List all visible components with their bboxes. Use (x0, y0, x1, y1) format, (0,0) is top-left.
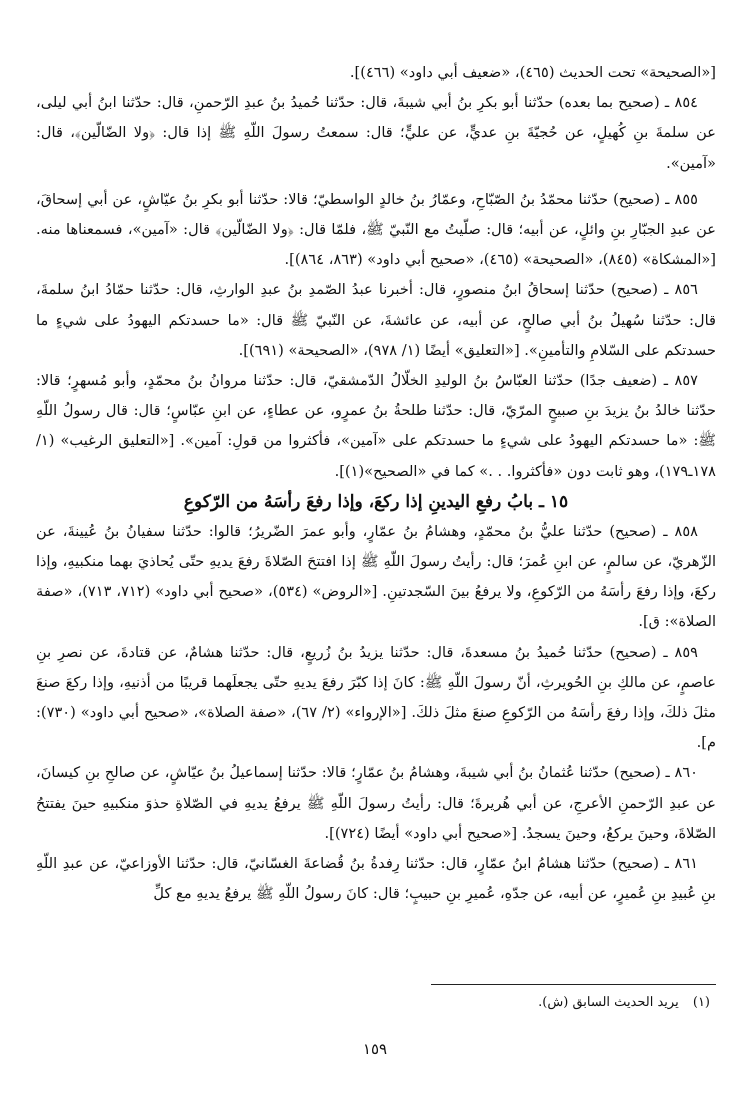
chapter-title: ١٥ ـ بابُ رفعِ اليدينِ إذا ركعَ، وإذا رفعَ رأسَهُ من الرّكوعِ (183, 491, 569, 512)
hadith-859: ٨٥٩ ـ (صحيح) حدّثنا حُميدُ بنُ مسعدةَ، قال: حدّثنا يزيدُ بنُ زُريعٍ، قال: حدّثنا هشامٌ، عن قتادةَ، عن نصرِ بنِ عاصمٍ، عن مالكِ بنِ الحُويرثِ، أنّ رسولَ اللّهِ ﷺ: كانَ إذا كبّرَ رفعَ يديهِ حتّى يجعلَهما قريبًا من أذنيهِ، وإذا ركعَ صنعَ مثلَ ذلكَ، وإذا رفعَ رأسَهُ من الرّكوعِ صنعَ مثلَ ذلكَ. [«الإرواء» (٢/ ٦٧)، «صفة الصلاة»، «صحيح أبي داود» (٧٣٠): م]. (36, 643, 716, 752)
page-number: ١٥٩ (362, 1040, 388, 1058)
hadith-861: ٨٦١ ـ (صحيح) حدّثنا هشامُ ابنُ عمّارٍ، قال: حدّثنا رِفدةُ بنُ قُضاعةَ الغسّانيّ، قال: حدّثنا الأوزاعيّ، عن عبدِ اللّهِ بنِ عُبيدِ بنِ عُميرٍ، عن أبيه، عن جدّهِ، عُميرِ بنِ حبيبٍ؛ قال: كانَ رسولُ اللّهِ ﷺ يرفعُ يديهِ مع كلِّ (36, 855, 716, 903)
hadith-856: ٨٥٦ ـ (صحيح) حدّثنا إسحاقُ ابنُ منصورٍ، قال: أخبرنا عبدُ الصّمدِ بنُ عبدِ الوارثِ، قال: حدّثنا حمّادُ ابنُ سلمةَ، قال: حدّثنا سُهيلُ بنُ أبي صالحٍ، عن أبيه، عن عائشةَ، عن النّبيّ ﷺ قال: «ما حسدتكم اليهودُ على شيءٍ ما حسدتكم على السّلامِ والتأمينِ». [«التعليق» أيضًا (١/ ٩٧٨)، «الصحيحة» (٦٩١)]. (36, 281, 716, 359)
footnote-divider (431, 984, 716, 985)
hadith-860: ٨٦٠ ـ (صحيح) حدّثنا عُثمانُ بنُ أبي شيبةَ، وهشامُ بنُ عمّارٍ؛ قالا: حدّثنا إسماعيلُ بنُ عيّاشٍ، عن صالحِ بنِ كيسانَ، عن عبدِ الرّحمنِ الأعرجِ، عن أبي هُريرةَ؛ قال: رأيتُ رسولَ اللّهِ ﷺ يرفعُ يديهِ في الصّلاةِ حذوَ منكبيهِ حينَ يفتتحُ الصّلاةَ، وحينَ يركعُ، وحينَ يسجدُ. [«صحيح أبي داود» أيضًا (٧٢٤)]. (36, 764, 716, 842)
hadith-858: ٨٥٨ ـ (صحيح) حدّثنا عليُّ بنُ محمّدٍ، وهشامُ بنُ عمّارٍ، وأبو عمرَ الضّريرُ؛ قالوا: حدّثنا سفيانُ بنُ عُيينةَ، عن الزّهريّ، عن سالمٍ، عن ابنِ عُمرَ؛ قال: رأيتُ رسولَ اللّهِ ﷺ إذا افتتحَ الصّلاةَ رفعَ يديهِ حتّى يُحاذيَ بهما منكبيهِ، وإذا ركعَ، وإذا رفعَ رأسَهُ من الرّكوعِ، ولا يرفعُ بينَ السّجدتينِ. [«الروض» (٥٣٤)، «صحيح أبي داود» (٧١٢، ٧١٣)، «صفة الصلاة»: ق]. (36, 522, 716, 631)
footnote-number: (١) (692, 995, 710, 1010)
hadith-854: ٨٥٤ ـ (صحيح بما بعده) حدّثنا أبو بكرِ بنُ أبي شيبةَ، قال: حدّثنا حُميدُ بنُ عبدِ الرّحمنِ، قال: حدّثنا ابنُ أبي ليلى، عن سلمةَ بنِ كُهيلٍ، عن حُجيّةَ بنِ عديٍّ، عن عليٍّ؛ قال: سمعتُ رسولَ اللّهِ ﷺ إذا قال: ﴿ولا الضّالّين﴾، قال: «آمين». (36, 94, 716, 172)
hadith-855: ٨٥٥ ـ (صحيح) حدّثنا محمّدُ بنُ الصّبّاحِ، وعمّارُ بنُ خالدٍ الواسطيّ؛ قالا: حدّثنا أبو بكرِ بنُ عيّاشٍ، عن أبي إسحاقَ، عن عبدِ الجبّارِ بنِ وائلٍ، عن أبيه؛ قال: صلّيتُ مع النّبيّ ﷺ، فلمّا قال: ﴿ولا الضّالّين﴾ قال: «آمين»، فسمعناها منه. [«المشكاة» (٨٤٥)، «الصحيحة» (٤٦٥)، «صحيح أبي داود» (٨٦٣، ٨٦٤)]. (36, 190, 716, 269)
hadith-857: ٨٥٧ ـ (ضعيف جدًا) حدّثنا العبّاسُ بنُ الوليدِ الخلّالُ الدّمشقيّ، قال: حدّثنا مروانُ بنُ محمّدٍ، وأبو مُسهرٍ؛ قالا: حدّثنا خالدُ بنُ يزيدَ بنِ صبيحٍ المرّيّ، قال: حدّثنا طلحةُ بنُ عمرٍو، عن عطاءٍ، عن ابنِ عبّاسٍ؛ قال: قال رسولُ اللّهِ ﷺ: «ما حسدتكم اليهودُ على شيءٍ ما حسدتكم على «آمين»، فأكثروا من قولِ: آمين». [«التعليق الرغيب» (١/ ١٧٨ـ١٧٩)، وهو ثابت دون «فأكثروا. . .» كما في «الصحيح»(١)]. (36, 372, 716, 480)
main-text (36, 58, 716, 909)
citation-continuation: [«الصحيحة» تحت الحديث (٤٦٥)، «ضعيف أبي داود» (٤٦٦)]. (349, 64, 716, 81)
footnote-text: يريد الحديث السابق (ش). (538, 995, 679, 1010)
footnote (40, 992, 710, 1014)
